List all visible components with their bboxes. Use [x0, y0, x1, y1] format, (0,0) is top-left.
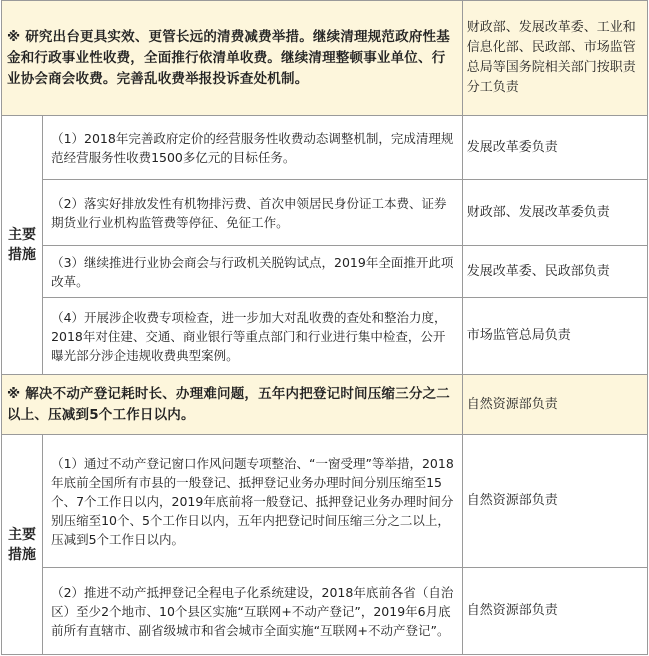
measures-label: 主要措施	[8, 227, 37, 263]
section-title: ※ 解决不动产登记耗时长、办理难问题，五年内把登记时间压缩三分之二以上、压减到5个工作日以内。	[7, 385, 450, 423]
measures-label-cell	[2, 116, 43, 375]
measure-row	[2, 298, 648, 375]
measure-text-cell	[43, 435, 463, 568]
measure-text: （2）推进不动产抵押登记全程电子化系统建设，2018年底前各省（自治区）至少2个地市、10个县区实施“互联网+不动产登记”，2019年6月底前所有直辖市、副省级城市和省会城市全面实施“互联网+不动产登记”。	[51, 584, 454, 638]
measure-text-cell	[43, 116, 463, 180]
measure-responsible: 自然资源部负责	[466, 493, 558, 508]
section-title-cell	[2, 375, 463, 435]
section-responsible: 自然资源部负责	[466, 396, 558, 412]
measure-row	[2, 180, 648, 246]
measure-text: （3）继续推进行业协会商会与行政机关脱钩试点，2019年全面推开此项改革。	[51, 254, 454, 289]
measure-responsible-cell	[462, 180, 647, 246]
section-responsible: 财政部、发展改革委、工业和信息化部、民政部、市场监管总局等国务院相关部门按职责分工负责	[466, 20, 636, 95]
measures-label-cell	[2, 435, 43, 655]
measure-text-cell	[43, 180, 463, 246]
section-responsible-cell	[462, 1, 647, 116]
policy-table	[1, 0, 648, 655]
measure-responsible-cell	[462, 116, 647, 180]
measure-responsible-cell	[462, 568, 647, 655]
measure-text: （4）开展涉企收费专项检查，进一步加大对乱收费的查处和整治力度，2018年对住建、交通、商业银行等重点部门和行业进行集中检查，公开曝光部分涉企违规收费典型案例。	[51, 309, 447, 363]
section-title-cell	[2, 1, 463, 116]
measure-responsible-cell	[462, 298, 647, 375]
measures-label: 主要措施	[8, 526, 37, 563]
section-row	[2, 375, 648, 435]
measure-text-cell	[43, 298, 463, 375]
section-row	[2, 1, 648, 116]
section-responsible-cell	[462, 375, 647, 435]
measure-row	[2, 568, 648, 655]
section-title: ※ 研究出台更具实效、更管长远的清费减费举措。继续清理规范政府性基金和行政事业性收费，全面推行依清单收费。继续清理整顿事业单位、行业协会商会收费。完善乱收费举报投诉查处机制。	[7, 28, 450, 87]
measure-responsible: 财政部、发展改革委负责	[466, 204, 610, 220]
measure-responsible: 发展改革委负责	[466, 139, 558, 155]
measure-text-cell	[43, 568, 463, 655]
measure-text: （1）2018年完善政府定价的经营服务性收费动态调整机制，完成清理规范经营服务性收费1500多亿元的目标任务。	[51, 130, 454, 165]
measure-responsible-cell	[462, 246, 647, 298]
measure-text: （1）通过不动产登记窗口作风问题专项整治、“一窗受理”等举措，2018年底前全国所有市县的一般登记、抵押登记业务办理时间分别压缩至15个、7个工作日以内，2019年底前将一般登记、抵押登记业务办理时间分别压缩至10个、5个工作日以内，五年内把登记时间压缩三分之二以上，压减到5个工作日以内。	[51, 455, 454, 547]
measure-row	[2, 246, 648, 298]
measure-responsible-cell	[462, 435, 647, 568]
measure-responsible: 市场监管总局负责	[466, 328, 571, 343]
measure-text: （2）落实好排放发性有机物排污费、首次申领居民身份证工本费、证券期货业行业机构监管费等停征、免征工作。	[51, 195, 447, 230]
measure-row	[2, 116, 648, 180]
measure-text-cell	[43, 246, 463, 298]
measure-responsible: 自然资源部负责	[466, 603, 558, 618]
measure-row	[2, 435, 648, 568]
measure-responsible: 发展改革委、民政部负责	[466, 263, 610, 279]
